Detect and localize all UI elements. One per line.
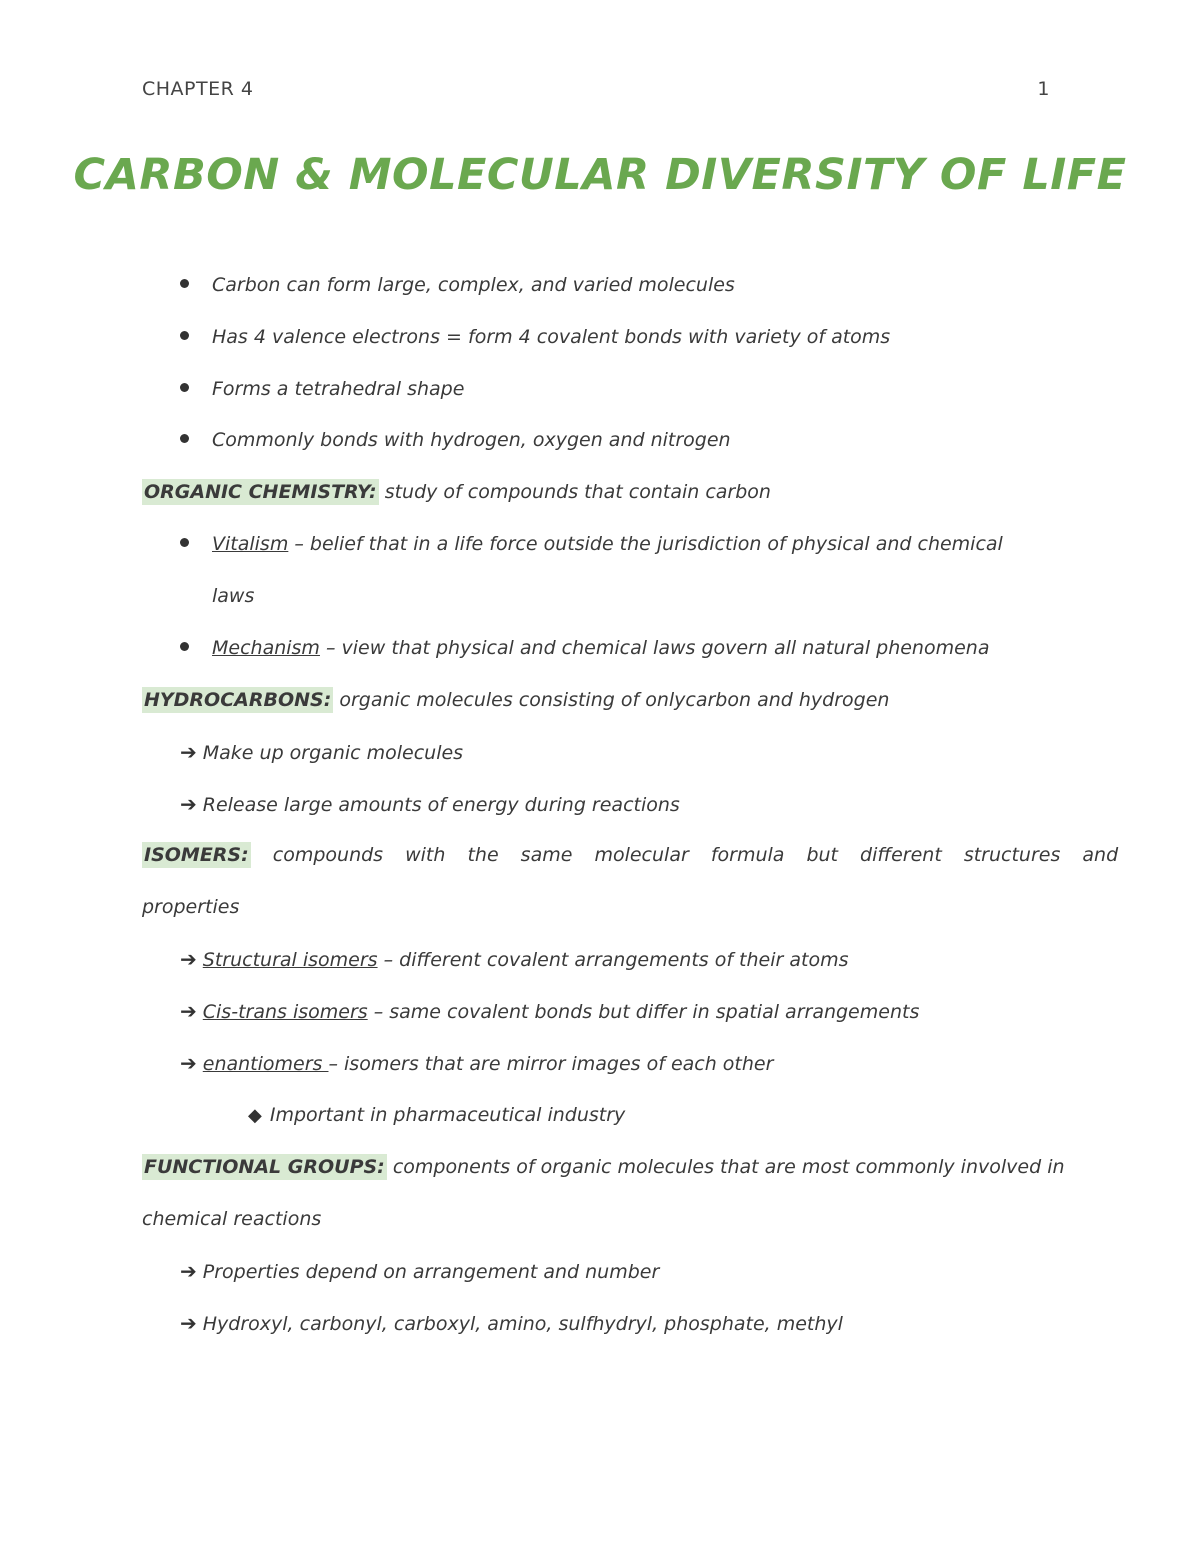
structural-isomers-term: Structural isomers (202, 949, 378, 971)
bullet-icon (180, 434, 189, 443)
page-title: CARBON & MOLECULAR DIVERSITY OF LIFE (73, 150, 1127, 200)
bullet-icon (180, 642, 189, 651)
list-item: Carbon can form large, complex, and varied molecules (180, 268, 1060, 302)
list-item: ➔ enantiomers – isomers that are mirror images of each other (180, 1051, 774, 1075)
arrow-icon: ➔ (180, 1259, 197, 1283)
term-highlight: HYDROCARBONS: (144, 689, 332, 711)
term-highlight: ORGANIC CHEMISTRY: (144, 481, 377, 503)
term-highlight: ISOMERS: (144, 844, 249, 866)
list-item: ➔ Hydroxyl, carbonyl, carboxyl, amino, sulfhydryl, phosphate, methyl (180, 1311, 843, 1335)
list-item: Commonly bonds with hydrogen, oxygen and nitrogen (180, 423, 1060, 457)
list-item: ➔ Make up organic molecules (180, 740, 464, 764)
arrow-icon: ➔ (180, 1051, 197, 1075)
arrow-icon: ➔ (180, 1311, 197, 1335)
term-highlight: FUNCTIONAL GROUPS: (144, 1156, 385, 1178)
arrow-icon: ➔ (180, 999, 197, 1023)
list-item: Vitalism – belief that in a life force outside the jurisdiction of physical and chemical (180, 527, 1060, 561)
isomers-definition: ISOMERS: compounds with the same molecular formula but different structures and (144, 844, 1119, 866)
bullet-icon (180, 538, 189, 547)
arrow-icon: ➔ (180, 740, 197, 764)
list-item: ➔ Properties depend on arrangement and number (180, 1259, 660, 1283)
chapter-header: CHAPTER 4 (142, 78, 254, 100)
bullet-icon (180, 383, 189, 392)
list-item: ➔ Cis-trans isomers – same covalent bonds but differ in spatial arrangements (180, 999, 920, 1023)
bullet-icon (180, 331, 189, 340)
list-item-continuation: laws (212, 585, 255, 607)
arrow-icon: ➔ (180, 792, 197, 816)
list-item: Forms a tetrahedral shape (180, 372, 1060, 406)
hydrocarbons-definition: HYDROCARBONS: organic molecules consisting of onlycarbon and hydrogen (144, 689, 890, 711)
mechanism-term: Mechanism (212, 637, 320, 659)
list-item: ◆ Important in pharmaceutical industry (248, 1104, 626, 1126)
organic-chemistry-definition: ORGANIC CHEMISTRY: study of compounds that contain carbon (144, 481, 771, 503)
functional-groups-definition: FUNCTIONAL GROUPS: components of organic molecules that are most commonly involved in (144, 1156, 1065, 1178)
enantiomers-term: enantiomers (202, 1053, 329, 1075)
definition-continuation: chemical reactions (142, 1208, 322, 1230)
list-item: ➔ Structural isomers – different covalent arrangements of their atoms (180, 947, 849, 971)
cis-trans-isomers-term: Cis-trans isomers (202, 1001, 368, 1023)
list-item: Mechanism – view that physical and chemical laws govern all natural phenomena (180, 631, 1060, 665)
definition-continuation: properties (142, 896, 240, 918)
bullet-icon (180, 279, 189, 288)
vitalism-term: Vitalism (212, 533, 289, 555)
list-item: ➔ Release large amounts of energy during reactions (180, 792, 680, 816)
list-item: Has 4 valence electrons = form 4 covalent bonds with variety of atoms (180, 320, 1060, 354)
diamond-icon: ◆ (248, 1105, 262, 1126)
arrow-icon: ➔ (180, 947, 197, 971)
page-number: 1 (1037, 78, 1050, 100)
